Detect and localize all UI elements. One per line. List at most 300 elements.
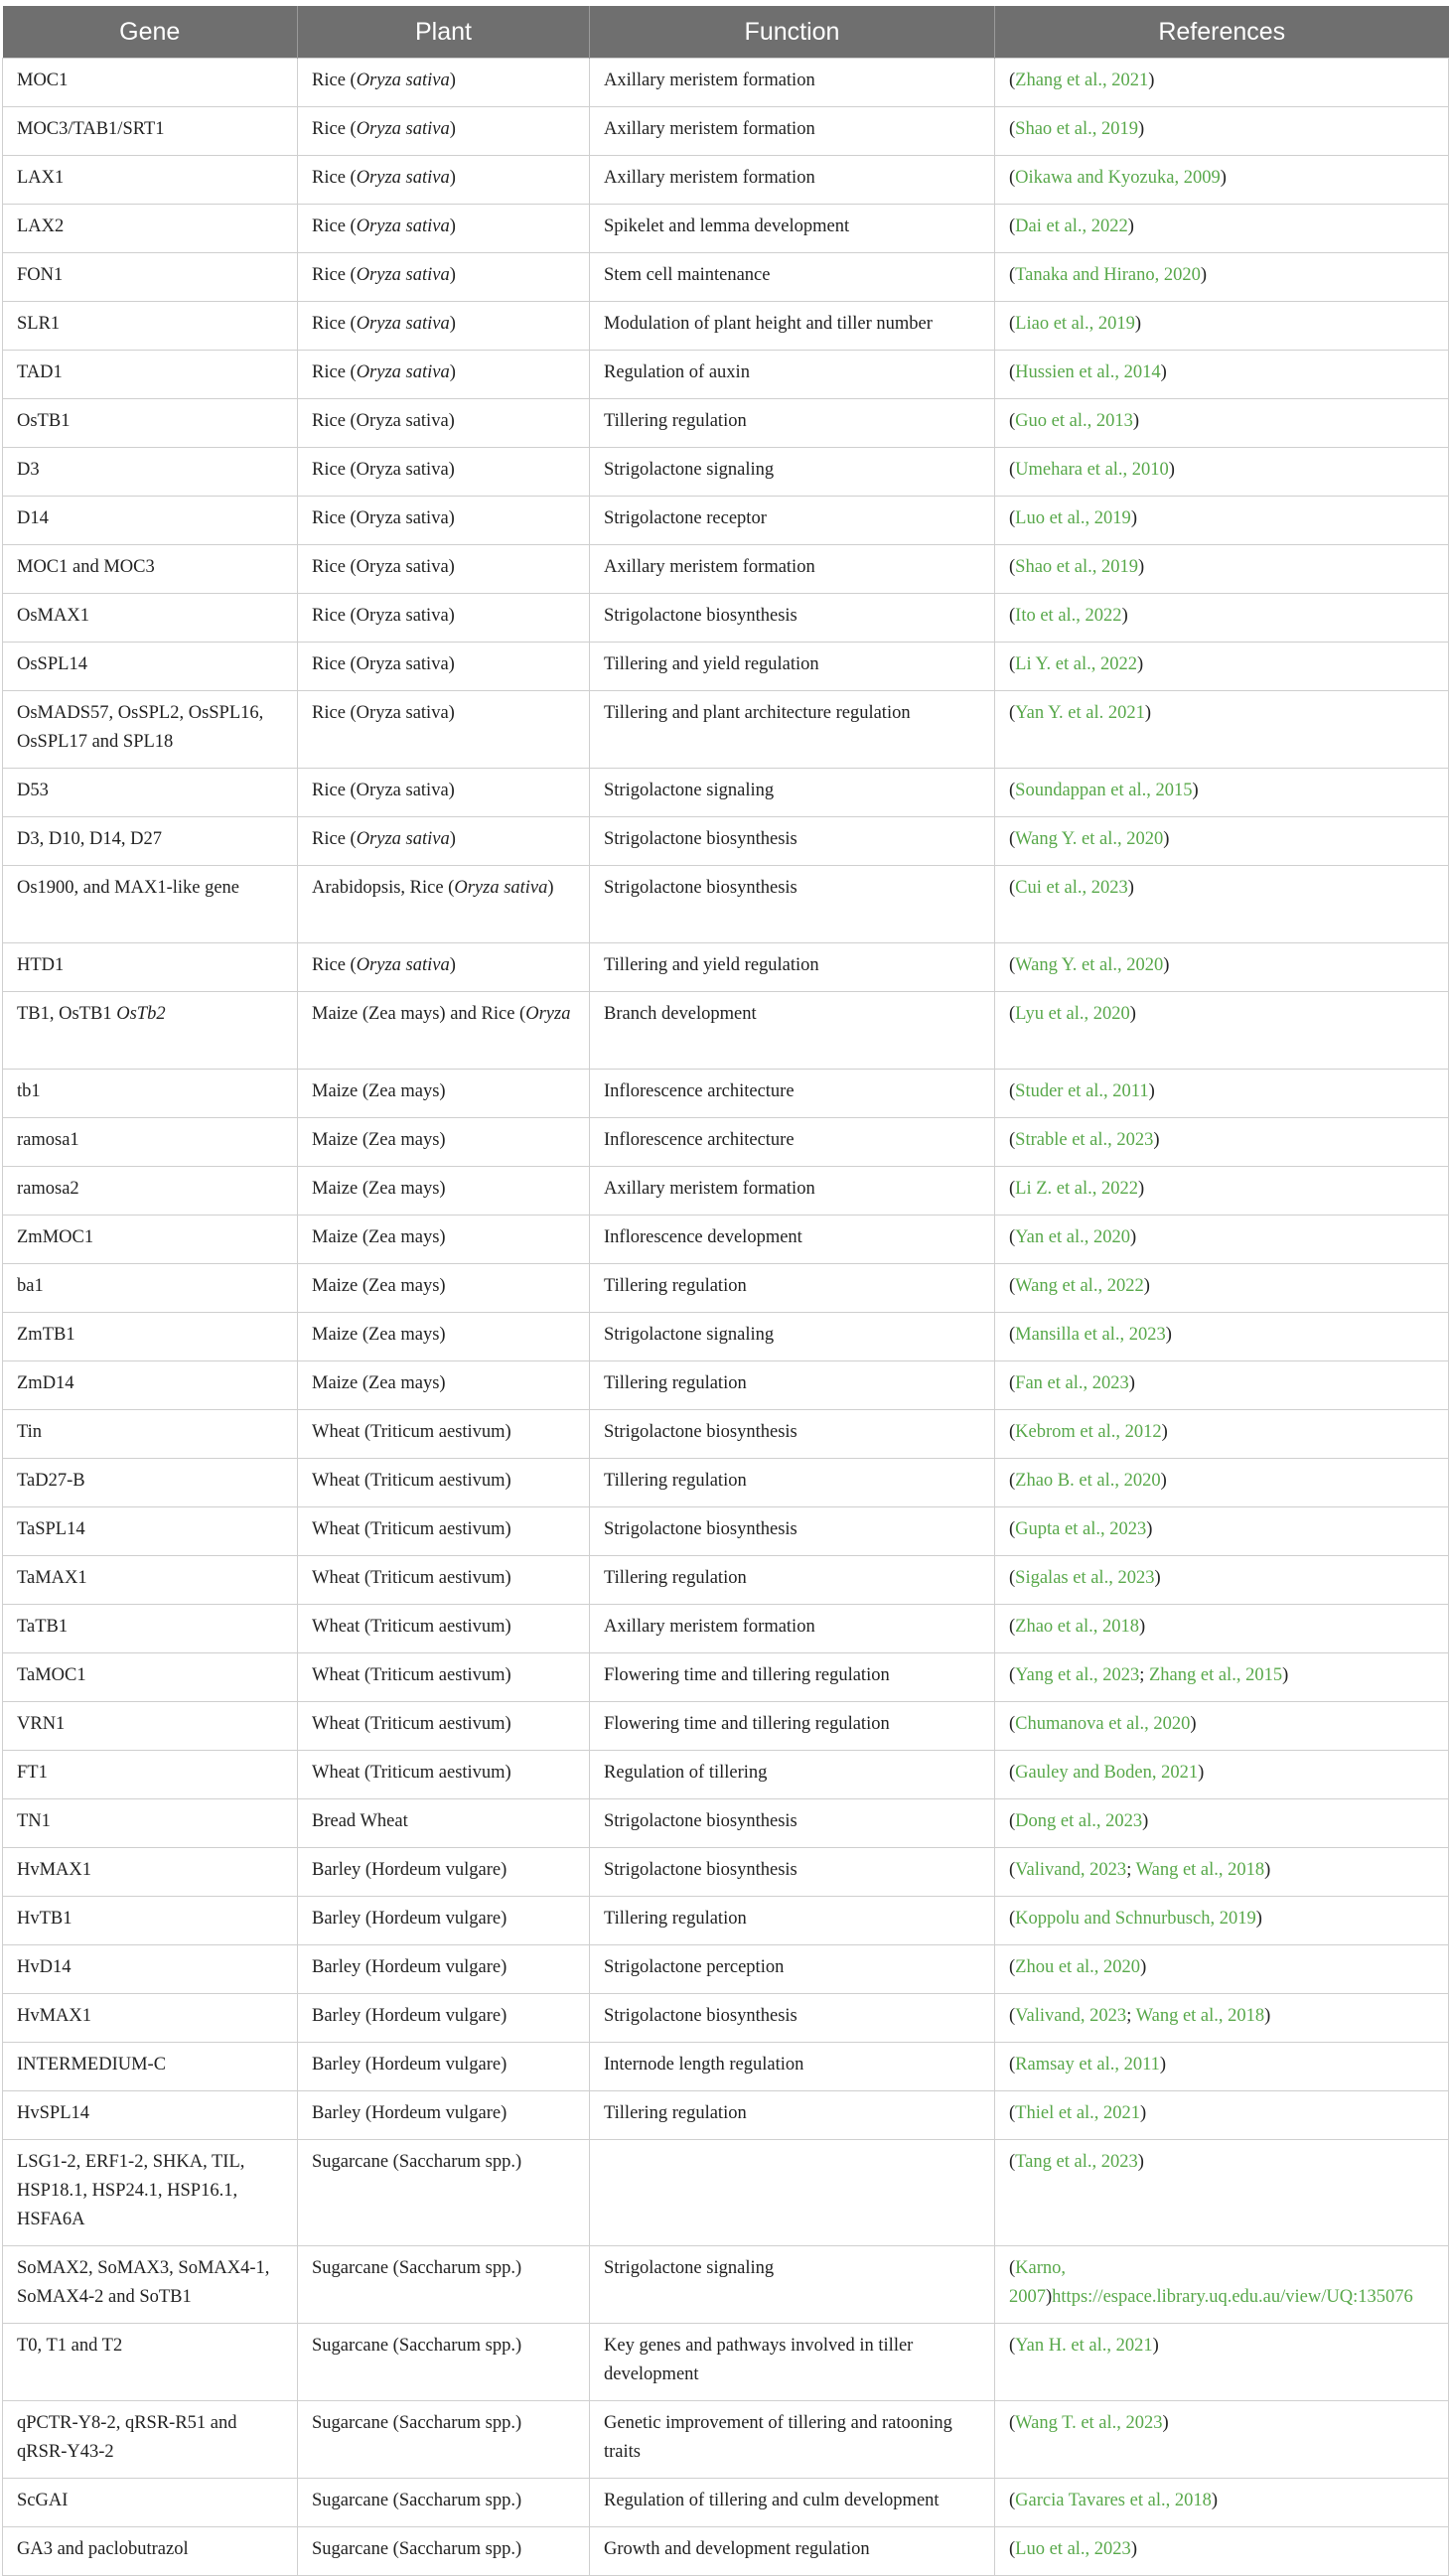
- gene-cell: TaMOC1: [3, 1653, 298, 1702]
- gene-cell: TaMAX1: [3, 1556, 298, 1605]
- reference-link[interactable]: Yan Y. et al. 2021: [1015, 703, 1145, 723]
- reference-cell: (Shao et al., 2019): [995, 545, 1449, 594]
- function-cell: Strigolactone biosynthesis: [590, 594, 995, 643]
- table-row: [3, 691, 1449, 769]
- header-row: [3, 6, 1449, 59]
- reference-cell: (Luo et al., 2023): [995, 2527, 1449, 2576]
- table-row: [3, 1507, 1449, 1556]
- table-row: [3, 448, 1449, 497]
- reference-link[interactable]: Wang et al., 2022: [1015, 1276, 1144, 1296]
- plant-cell: Maize (Zea mays): [298, 1216, 590, 1264]
- gene-cell: MOC3/TAB1/SRT1: [3, 107, 298, 156]
- italic-species-name: Oryza sativa: [356, 829, 450, 849]
- italic-species-name: Oryza sativa: [356, 119, 450, 139]
- gene-cell: LAX1: [3, 156, 298, 205]
- reference-cell: (Li Z. et al., 2022): [995, 1167, 1449, 1216]
- reference-link[interactable]: Wang T. et al., 2023: [1015, 2413, 1163, 2433]
- gene-cell: T0, T1 and T2: [3, 2324, 298, 2401]
- reference-link[interactable]: Yang et al., 2023: [1015, 1665, 1140, 1685]
- reference-link[interactable]: Cui et al., 2023: [1015, 878, 1128, 898]
- reference-cell: (Valivand, 2023; Wang et al., 2018): [995, 1848, 1449, 1897]
- function-cell: Tillering regulation: [590, 1459, 995, 1507]
- table-row: [3, 2091, 1449, 2140]
- function-cell: Stem cell maintenance: [590, 253, 995, 302]
- reference-cell: (Zhao et al., 2018): [995, 1605, 1449, 1653]
- function-cell: Tillering regulation: [590, 2091, 995, 2140]
- gene-cell: OsSPL14: [3, 643, 298, 691]
- gene-cell: HvD14: [3, 1945, 298, 1994]
- plant-cell: Arabidopsis, Rice (Oryza sativa): [298, 866, 590, 943]
- gene-table: [2, 6, 1449, 2576]
- reference-link[interactable]: Studer et al., 2011: [1015, 1081, 1149, 1101]
- reference-cell: (Yan Y. et al. 2021): [995, 691, 1449, 769]
- function-cell: Regulation of tillering and culm development: [590, 2479, 995, 2527]
- function-cell: [590, 2140, 995, 2246]
- reference-link[interactable]: Dong et al., 2023: [1015, 1811, 1143, 1831]
- reference-link[interactable]: Ramsay et al., 2011: [1015, 2055, 1160, 2075]
- plant-cell: Maize (Zea mays): [298, 1118, 590, 1167]
- table-row: [3, 497, 1449, 545]
- table-row: [3, 399, 1449, 448]
- function-cell: Regulation of auxin: [590, 351, 995, 399]
- plant-cell: Maize (Zea mays) and Rice (Oryza: [298, 992, 590, 1070]
- gene-cell: SoMAX2, SoMAX3, SoMAX4-1, SoMAX4-2 and SoTB1: [3, 2246, 298, 2324]
- plant-cell: Rice (Oryza sativa): [298, 302, 590, 351]
- reference-cell: (Garcia Tavares et al., 2018): [995, 2479, 1449, 2527]
- reference-link[interactable]: Chumanova et al., 2020: [1015, 1714, 1191, 1734]
- table-row: [3, 594, 1449, 643]
- reference-link[interactable]: Oikawa and Kyozuka, 2009: [1015, 168, 1221, 188]
- table-row: [3, 643, 1449, 691]
- gene-cell: HvMAX1: [3, 1848, 298, 1897]
- plant-cell: Sugarcane (Saccharum spp.): [298, 2246, 590, 2324]
- reference-link[interactable]: Yan H. et al., 2021: [1015, 2336, 1153, 2356]
- gene-cell: D14: [3, 497, 298, 545]
- reference-cell: (Gauley and Boden, 2021): [995, 1751, 1449, 1799]
- reference-cell: (Chumanova et al., 2020): [995, 1702, 1449, 1751]
- gene-cell: OsTB1: [3, 399, 298, 448]
- gene-cell: ba1: [3, 1264, 298, 1313]
- plant-cell: Wheat (Triticum aestivum): [298, 1702, 590, 1751]
- gene-cell: FT1: [3, 1751, 298, 1799]
- italic-species-name: Oryza sativa: [356, 216, 450, 236]
- gene-cell: HTD1: [3, 943, 298, 992]
- reference-link[interactable]: Guo et al., 2013: [1015, 411, 1133, 431]
- plant-cell: Bread Wheat: [298, 1799, 590, 1848]
- reference-link[interactable]: Zhou et al., 2020: [1015, 1957, 1141, 1977]
- gene-cell: ZmTB1: [3, 1313, 298, 1361]
- reference-cell: (Thiel et al., 2021): [995, 2091, 1449, 2140]
- function-cell: Strigolactone signaling: [590, 1313, 995, 1361]
- italic-species-name: Oryza sativa: [356, 314, 450, 334]
- table-row: [3, 992, 1449, 1070]
- table-row: [3, 1070, 1449, 1118]
- table-row: [3, 769, 1449, 817]
- gene-cell: TaTB1: [3, 1605, 298, 1653]
- plant-cell: Wheat (Triticum aestivum): [298, 1751, 590, 1799]
- function-cell: Tillering regulation: [590, 399, 995, 448]
- reference-cell: (Oikawa and Kyozuka, 2009): [995, 156, 1449, 205]
- plant-cell: Maize (Zea mays): [298, 1167, 590, 1216]
- reference-link[interactable]: Strable et al., 2023: [1015, 1130, 1154, 1150]
- reference-link[interactable]: Sigalas et al., 2023: [1015, 1568, 1155, 1588]
- gene-cell: INTERMEDIUM-C: [3, 2043, 298, 2091]
- reference-cell: (Yan H. et al., 2021): [995, 2324, 1449, 2401]
- table-row: [3, 1313, 1449, 1361]
- table-row: [3, 1459, 1449, 1507]
- gene-cell: LSG1-2, ERF1-2, SHKA, TIL, HSP18.1, HSP24.1, HSP16.1, HSFA6A: [3, 2140, 298, 2246]
- function-cell: Axillary meristem formation: [590, 1605, 995, 1653]
- gene-cell: MOC1 and MOC3: [3, 545, 298, 594]
- reference-link[interactable]: Karno, 2007: [1009, 2258, 1067, 2307]
- table-row: [3, 2479, 1449, 2527]
- plant-cell: Rice (Oryza sativa): [298, 205, 590, 253]
- plant-cell: Barley (Hordeum vulgare): [298, 1897, 590, 1945]
- reference-link[interactable]: Dai et al., 2022: [1015, 216, 1128, 236]
- reference-cell: (Ramsay et al., 2011): [995, 2043, 1449, 2091]
- gene-cell: GA3 and paclobutrazol: [3, 2527, 298, 2576]
- gene-cell: TaD27-B: [3, 1459, 298, 1507]
- function-cell: Key genes and pathways involved in tiller development: [590, 2324, 995, 2401]
- reference-link[interactable]: Fan et al., 2023: [1015, 1373, 1129, 1393]
- function-cell: Tillering and yield regulation: [590, 943, 995, 992]
- gene-cell: TN1: [3, 1799, 298, 1848]
- table-row: [3, 1702, 1449, 1751]
- function-cell: Tillering regulation: [590, 1264, 995, 1313]
- reference-cell: (Yan et al., 2020): [995, 1216, 1449, 1264]
- plant-cell: Wheat (Triticum aestivum): [298, 1556, 590, 1605]
- function-cell: Tillering regulation: [590, 1897, 995, 1945]
- plant-cell: Rice (Oryza sativa): [298, 253, 590, 302]
- table-row: [3, 1216, 1449, 1264]
- gene-cell: FON1: [3, 253, 298, 302]
- table-row: [3, 2246, 1449, 2324]
- table-row: [3, 205, 1449, 253]
- plant-cell: Rice (Oryza sativa): [298, 691, 590, 769]
- table-body: [3, 59, 1449, 2576]
- italic-species-name: Oryza sativa: [356, 265, 450, 285]
- reference-cell: (Zhou et al., 2020): [995, 1945, 1449, 1994]
- plant-cell: Barley (Hordeum vulgare): [298, 1994, 590, 2043]
- reference-link[interactable]: Hussien et al., 2014: [1015, 362, 1161, 382]
- function-cell: Genetic improvement of tillering and ratooning traits: [590, 2401, 995, 2479]
- italic-species-name: Oryza: [525, 1004, 571, 1024]
- reference-cell: (Tang et al., 2023): [995, 2140, 1449, 2246]
- function-cell: Axillary meristem formation: [590, 59, 995, 107]
- reference-cell: (Wang Y. et al., 2020): [995, 817, 1449, 866]
- reference-cell: (Liao et al., 2019): [995, 302, 1449, 351]
- header-plant: Plant: [298, 6, 590, 59]
- reference-link[interactable]: Luo et al., 2019: [1015, 508, 1131, 528]
- reference-link[interactable]: https://espace.library.uq.edu.au/view/UQ:135076: [1052, 2287, 1413, 2307]
- reference-cell: (Shao et al., 2019): [995, 107, 1449, 156]
- plant-cell: Barley (Hordeum vulgare): [298, 1848, 590, 1897]
- function-cell: Tillering regulation: [590, 1361, 995, 1410]
- table-row: [3, 1945, 1449, 1994]
- function-cell: Strigolactone signaling: [590, 2246, 995, 2324]
- reference-link[interactable]: Wang et al., 2018: [1135, 2006, 1265, 2026]
- plant-cell: Maize (Zea mays): [298, 1070, 590, 1118]
- function-cell: Axillary meristem formation: [590, 545, 995, 594]
- reference-cell: (Strable et al., 2023): [995, 1118, 1449, 1167]
- reference-cell: (Ito et al., 2022): [995, 594, 1449, 643]
- reference-cell: (Valivand, 2023; Wang et al., 2018): [995, 1994, 1449, 2043]
- reference-cell: (Li Y. et al., 2022): [995, 643, 1449, 691]
- reference-link[interactable]: Zhao B. et al., 2020: [1015, 1471, 1161, 1491]
- reference-link[interactable]: Umehara et al., 2010: [1015, 460, 1169, 480]
- reference-cell: (Yang et al., 2023; Zhang et al., 2015): [995, 1653, 1449, 1702]
- function-cell: Strigolactone biosynthesis: [590, 1410, 995, 1459]
- function-cell: Strigolactone biosynthesis: [590, 1507, 995, 1556]
- reference-link[interactable]: Luo et al., 2023: [1015, 2539, 1131, 2559]
- reference-cell: (Guo et al., 2013): [995, 399, 1449, 448]
- table-row: [3, 1848, 1449, 1897]
- table-row: [3, 1556, 1449, 1605]
- function-cell: Strigolactone signaling: [590, 448, 995, 497]
- reference-cell: (Dai et al., 2022): [995, 205, 1449, 253]
- reference-link[interactable]: Wang et al., 2018: [1135, 1860, 1265, 1880]
- gene-cell: HvTB1: [3, 1897, 298, 1945]
- reference-link[interactable]: Garcia Tavares et al., 2018: [1015, 2491, 1212, 2510]
- gene-cell: SLR1: [3, 302, 298, 351]
- reference-cell: (Koppolu and Schnurbusch, 2019): [995, 1897, 1449, 1945]
- reference-link[interactable]: Tanaka and Hirano, 2020: [1015, 265, 1201, 285]
- plant-cell: Maize (Zea mays): [298, 1361, 590, 1410]
- plant-cell: Maize (Zea mays): [298, 1264, 590, 1313]
- plant-cell: Rice (Oryza sativa): [298, 817, 590, 866]
- function-cell: Strigolactone biosynthesis: [590, 1848, 995, 1897]
- function-cell: Internode length regulation: [590, 2043, 995, 2091]
- plant-cell: Wheat (Triticum aestivum): [298, 1605, 590, 1653]
- gene-cell: ramosa1: [3, 1118, 298, 1167]
- reference-cell: (Cui et al., 2023): [995, 866, 1449, 943]
- reference-link[interactable]: Wang Y. et al., 2020: [1015, 829, 1164, 849]
- gene-cell: D3, D10, D14, D27: [3, 817, 298, 866]
- gene-cell: OsMADS57, OsSPL2, OsSPL16, OsSPL17 and SPL18: [3, 691, 298, 769]
- italic-species-name: Oryza sativa: [356, 362, 450, 382]
- table-row: [3, 1605, 1449, 1653]
- reference-cell: (Karno, 2007)https://espace.library.uq.edu.au/view/UQ:135076: [995, 2246, 1449, 2324]
- function-cell: Strigolactone biosynthesis: [590, 866, 995, 943]
- plant-cell: Wheat (Triticum aestivum): [298, 1507, 590, 1556]
- gene-cell: LAX2: [3, 205, 298, 253]
- reference-link[interactable]: Valivand, 2023: [1015, 1860, 1127, 1880]
- gene-cell: OsMAX1: [3, 594, 298, 643]
- gene-cell: TB1, OsTB1 OsTb2: [3, 992, 298, 1070]
- italic-species-name: Oryza sativa: [356, 168, 450, 188]
- reference-cell: (Wang Y. et al., 2020): [995, 943, 1449, 992]
- reference-cell: (Umehara et al., 2010): [995, 448, 1449, 497]
- italic-species-name: Oryza sativa: [356, 71, 450, 90]
- reference-link[interactable]: Li Z. et al., 2022: [1015, 1179, 1138, 1199]
- plant-cell: Rice (Oryza sativa): [298, 545, 590, 594]
- table-row: [3, 351, 1449, 399]
- header-gene: Gene: [3, 6, 298, 59]
- function-cell: Strigolactone biosynthesis: [590, 1994, 995, 2043]
- table-row: [3, 1799, 1449, 1848]
- plant-cell: Rice (Oryza sativa): [298, 643, 590, 691]
- reference-link[interactable]: Zhang et al., 2015: [1148, 1665, 1283, 1685]
- gene-cell: HvSPL14: [3, 2091, 298, 2140]
- reference-link[interactable]: Lyu et al., 2020: [1015, 1004, 1130, 1024]
- plant-cell: Barley (Hordeum vulgare): [298, 1945, 590, 1994]
- header-references: References: [995, 6, 1449, 59]
- table-row: [3, 1410, 1449, 1459]
- reference-link[interactable]: Liao et al., 2019: [1015, 314, 1135, 334]
- reference-link[interactable]: Valivand, 2023: [1015, 2006, 1127, 2026]
- gene-cell: Tin: [3, 1410, 298, 1459]
- function-cell: Tillering regulation: [590, 1556, 995, 1605]
- reference-cell: (Wang T. et al., 2023): [995, 2401, 1449, 2479]
- function-cell: Regulation of tillering: [590, 1751, 995, 1799]
- gene-cell: TAD1: [3, 351, 298, 399]
- reference-cell: (Zhang et al., 2021): [995, 59, 1449, 107]
- reference-link[interactable]: Shao et al., 2019: [1015, 119, 1138, 139]
- gene-cell: D3: [3, 448, 298, 497]
- reference-link[interactable]: Wang Y. et al., 2020: [1015, 955, 1164, 975]
- table-row: [3, 2401, 1449, 2479]
- plant-cell: Sugarcane (Saccharum spp.): [298, 2527, 590, 2576]
- plant-cell: Barley (Hordeum vulgare): [298, 2043, 590, 2091]
- function-cell: Branch development: [590, 992, 995, 1070]
- plant-cell: Maize (Zea mays): [298, 1313, 590, 1361]
- gene-cell: MOC1: [3, 59, 298, 107]
- function-cell: Tillering and yield regulation: [590, 643, 995, 691]
- reference-link[interactable]: Yan et al., 2020: [1015, 1227, 1130, 1247]
- table-row: [3, 1167, 1449, 1216]
- table-row: [3, 817, 1449, 866]
- table-row: [3, 1361, 1449, 1410]
- table-row: [3, 1118, 1449, 1167]
- plant-cell: Barley (Hordeum vulgare): [298, 2091, 590, 2140]
- reference-cell: (Soundappan et al., 2015): [995, 769, 1449, 817]
- table-row: [3, 2324, 1449, 2401]
- gene-cell: ZmD14: [3, 1361, 298, 1410]
- reference-link[interactable]: Thiel et al., 2021: [1015, 2103, 1141, 2123]
- reference-link[interactable]: Soundappan et al., 2015: [1015, 781, 1193, 800]
- function-cell: Axillary meristem formation: [590, 1167, 995, 1216]
- plant-cell: Rice (Oryza sativa): [298, 943, 590, 992]
- function-cell: Strigolactone perception: [590, 1945, 995, 1994]
- function-cell: Growth and development regulation: [590, 2527, 995, 2576]
- table-row: [3, 866, 1449, 943]
- reference-cell: (Mansilla et al., 2023): [995, 1313, 1449, 1361]
- italic-species-name: Oryza sativa: [356, 955, 450, 975]
- gene-cell: TaSPL14: [3, 1507, 298, 1556]
- gene-cell: qPCTR-Y8-2, qRSR-R51 and qRSR-Y43-2: [3, 2401, 298, 2479]
- reference-link[interactable]: Ito et al., 2022: [1015, 606, 1122, 626]
- plant-cell: Rice (Oryza sativa): [298, 769, 590, 817]
- plant-cell: Rice (Oryza sativa): [298, 594, 590, 643]
- reference-cell: (Tanaka and Hirano, 2020): [995, 253, 1449, 302]
- table-row: [3, 1994, 1449, 2043]
- table-row: [3, 1264, 1449, 1313]
- reference-link[interactable]: Gupta et al., 2023: [1015, 1519, 1147, 1539]
- table-row: [3, 2043, 1449, 2091]
- gene-cell: ramosa2: [3, 1167, 298, 1216]
- reference-link[interactable]: Mansilla et al., 2023: [1015, 1325, 1166, 1345]
- reference-cell: (Sigalas et al., 2023): [995, 1556, 1449, 1605]
- function-cell: Flowering time and tillering regulation: [590, 1653, 995, 1702]
- function-cell: Inflorescence architecture: [590, 1070, 995, 1118]
- function-cell: Strigolactone receptor: [590, 497, 995, 545]
- reference-cell: (Kebrom et al., 2012): [995, 1410, 1449, 1459]
- reference-cell: (Fan et al., 2023): [995, 1361, 1449, 1410]
- table-row: [3, 1653, 1449, 1702]
- reference-link[interactable]: Gauley and Boden, 2021: [1015, 1763, 1199, 1783]
- reference-cell: (Wang et al., 2022): [995, 1264, 1449, 1313]
- gene-cell: ScGAI: [3, 2479, 298, 2527]
- table-row: [3, 1897, 1449, 1945]
- table-row: [3, 2140, 1449, 2246]
- gene-cell: tb1: [3, 1070, 298, 1118]
- table-row: [3, 943, 1449, 992]
- plant-cell: Rice (Oryza sativa): [298, 448, 590, 497]
- reference-link[interactable]: Kebrom et al., 2012: [1015, 1422, 1162, 1442]
- table-row: [3, 107, 1449, 156]
- function-cell: Strigolactone signaling: [590, 769, 995, 817]
- function-cell: Spikelet and lemma development: [590, 205, 995, 253]
- reference-cell: (Dong et al., 2023): [995, 1799, 1449, 1848]
- gene-cell: D53: [3, 769, 298, 817]
- plant-cell: Sugarcane (Saccharum spp.): [298, 2401, 590, 2479]
- plant-cell: Wheat (Triticum aestivum): [298, 1653, 590, 1702]
- reference-link[interactable]: Li Y. et al., 2022: [1015, 654, 1137, 674]
- plant-cell: Rice (Oryza sativa): [298, 107, 590, 156]
- gene-cell: VRN1: [3, 1702, 298, 1751]
- plant-cell: Rice (Oryza sativa): [298, 351, 590, 399]
- reference-cell: (Gupta et al., 2023): [995, 1507, 1449, 1556]
- table-row: [3, 1751, 1449, 1799]
- header-function: Function: [590, 6, 995, 59]
- function-cell: Flowering time and tillering regulation: [590, 1702, 995, 1751]
- function-cell: Modulation of plant height and tiller number: [590, 302, 995, 351]
- reference-cell: (Studer et al., 2011): [995, 1070, 1449, 1118]
- function-cell: Inflorescence development: [590, 1216, 995, 1264]
- plant-cell: Wheat (Triticum aestivum): [298, 1410, 590, 1459]
- reference-link[interactable]: Tang et al., 2023: [1015, 2152, 1138, 2172]
- function-cell: Inflorescence architecture: [590, 1118, 995, 1167]
- plant-cell: Rice (Oryza sativa): [298, 399, 590, 448]
- function-cell: Tillering and plant architecture regulation: [590, 691, 995, 769]
- table-row: [3, 253, 1449, 302]
- reference-cell: (Zhao B. et al., 2020): [995, 1459, 1449, 1507]
- table-row: [3, 2527, 1449, 2576]
- plant-cell: Rice (Oryza sativa): [298, 156, 590, 205]
- plant-cell: Sugarcane (Saccharum spp.): [298, 2479, 590, 2527]
- plant-cell: Sugarcane (Saccharum spp.): [298, 2324, 590, 2401]
- italic-species-name: OsTb2: [116, 1004, 166, 1024]
- plant-cell: Rice (Oryza sativa): [298, 59, 590, 107]
- reference-link[interactable]: Zhang et al., 2021: [1015, 71, 1149, 90]
- plant-cell: Sugarcane (Saccharum spp.): [298, 2140, 590, 2246]
- function-cell: Axillary meristem formation: [590, 107, 995, 156]
- reference-link[interactable]: Zhao et al., 2018: [1015, 1617, 1140, 1637]
- reference-cell: (Lyu et al., 2020): [995, 992, 1449, 1070]
- function-cell: Strigolactone biosynthesis: [590, 1799, 995, 1848]
- reference-link[interactable]: Koppolu and Schnurbusch, 2019: [1015, 1909, 1256, 1929]
- function-cell: Axillary meristem formation: [590, 156, 995, 205]
- table-row: [3, 545, 1449, 594]
- reference-link[interactable]: Shao et al., 2019: [1015, 557, 1138, 577]
- table-row: [3, 156, 1449, 205]
- table-row: [3, 302, 1449, 351]
- italic-species-name: Oryza sativa: [454, 878, 548, 898]
- plant-cell: Wheat (Triticum aestivum): [298, 1459, 590, 1507]
- gene-cell: Os1900, and MAX1-like gene: [3, 866, 298, 943]
- function-cell: Strigolactone biosynthesis: [590, 817, 995, 866]
- reference-cell: (Hussien et al., 2014): [995, 351, 1449, 399]
